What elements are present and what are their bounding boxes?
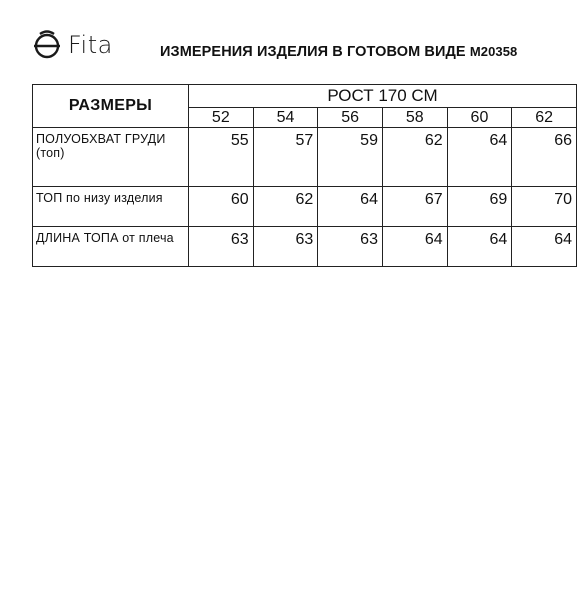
size-column-header: 62 xyxy=(512,108,577,128)
table-row xyxy=(33,187,577,227)
table-cell: 63 xyxy=(253,227,318,267)
sizes-header: РАЗМЕРЫ xyxy=(33,85,189,128)
model-code: M20358 xyxy=(469,44,518,59)
size-column-header: 56 xyxy=(318,108,383,128)
brand-logo xyxy=(32,30,113,60)
size-column-header: 52 xyxy=(189,108,254,128)
size-column-header: 60 xyxy=(447,108,512,128)
table-cell: 67 xyxy=(382,187,447,227)
table-cell: 62 xyxy=(253,187,318,227)
table-cell: 59 xyxy=(318,128,383,187)
row-label-length: ДЛИНА ТОПА от плеча xyxy=(33,227,189,267)
size-column-header: 58 xyxy=(382,108,447,128)
size-column-header: 54 xyxy=(253,108,318,128)
brand-name: Fita xyxy=(68,31,113,59)
document-title-text: ИЗМЕРЕНИЯ ИЗДЕЛИЯ В ГОТОВОМ ВИДЕ xyxy=(160,44,466,60)
table-cell: 64 xyxy=(447,128,512,187)
table-cell: 64 xyxy=(318,187,383,227)
row-label-bust: ПОЛУОБХВАТ ГРУДИ (топ) xyxy=(33,128,189,187)
table-cell: 62 xyxy=(382,128,447,187)
table-row xyxy=(33,128,577,187)
table-row xyxy=(33,227,577,267)
table-cell: 64 xyxy=(512,227,577,267)
table-cell: 66 xyxy=(512,128,577,187)
height-group-header: РОСТ 170 СМ xyxy=(189,85,577,108)
table-cell: 63 xyxy=(189,227,254,267)
document-title xyxy=(160,44,517,60)
fita-logo-icon xyxy=(32,30,62,60)
table-cell: 60 xyxy=(189,187,254,227)
row-label-hem: ТОП по низу изделия xyxy=(33,187,189,227)
table-cell: 55 xyxy=(189,128,254,187)
table-cell: 69 xyxy=(447,187,512,227)
table-cell: 64 xyxy=(447,227,512,267)
size-chart-table xyxy=(32,84,577,267)
table-cell: 70 xyxy=(512,187,577,227)
table-cell: 64 xyxy=(382,227,447,267)
table-cell: 63 xyxy=(318,227,383,267)
table-cell: 57 xyxy=(253,128,318,187)
